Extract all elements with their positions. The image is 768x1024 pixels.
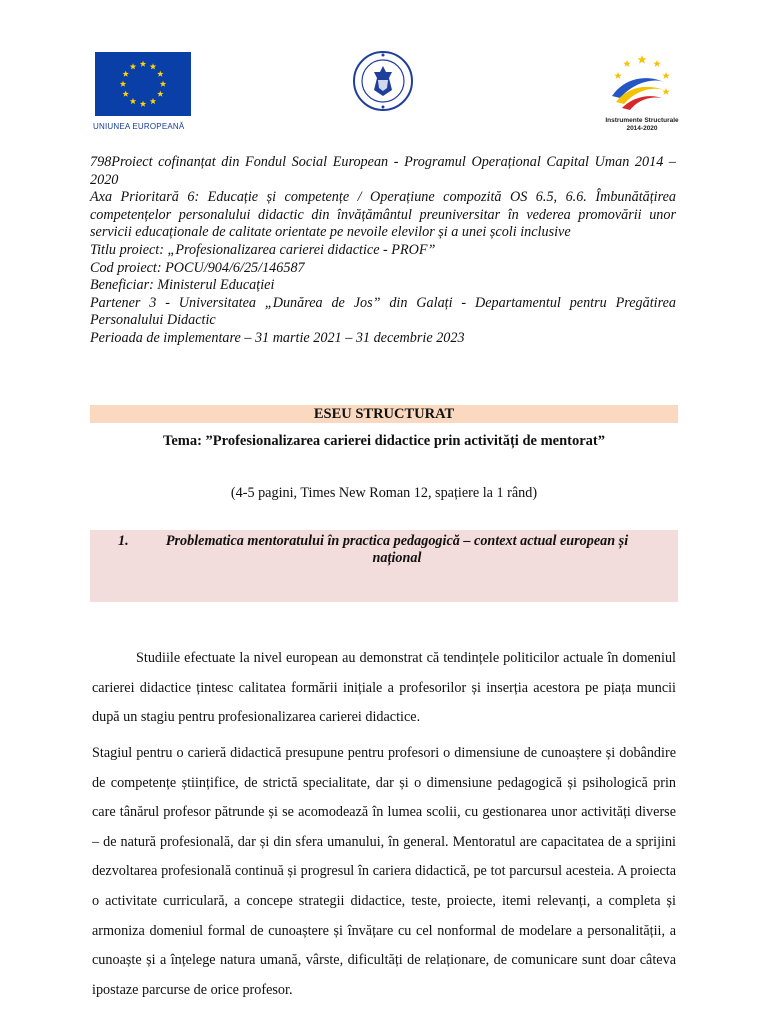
eu-star-icon bbox=[130, 98, 136, 104]
body-paragraph: Studiile efectuate la nivel european au demonstrat că tendințele politicilor actuale în domeniul carierei didactice țintesc calitatea formării inițiale a profesorilor și inserția acestora pe piața muncii după un stagiu pentru profesionalizarea carierei didactice. bbox=[92, 650, 676, 725]
section-heading-box bbox=[90, 530, 678, 602]
project-line-title: Titlu proiect: „Profesionalizarea carierei didactice - PROF” bbox=[90, 241, 436, 258]
romanian-government-seal-icon bbox=[352, 50, 414, 112]
body-paragraph: Stagiul pentru o carieră didactică presupune pentru profesori o dimensiune de cunoaștere și dobândire de competențe științifice, de strictă specialitate, dar și o dimensiune pedagogică și psihologică prin care tânărul profesor pătrunde și se acomodează în lumea scolii, cu gestionarea unor activități diverse – de natură profesională, dar și din sfera umanului, în general. Mentoratul are capacitatea de a sprijini dezvoltarea profesională continuă și progresul în cariera didactică, pe tot parcursul acesteia. A proiecta o activitate curriculară, a concepe strategii didactice, teste, proiecte, itemi relevanți, a completa și armoniza domeniul formal de cunoaștere și învățare cu cel nonformal de modelare a personalității, a cunoaște și a înțelege natura umană, vârste, dificultăți de relaționare, de comunicare sunt doar câteva ipostaze parcurse de orice profesor. bbox=[92, 745, 676, 998]
project-line-code: Cod proiect: POCU/904/6/25/146587 bbox=[90, 259, 305, 276]
eu-label: UNIUNEA EUROPEANĂ bbox=[93, 122, 185, 131]
eu-logo bbox=[93, 52, 199, 136]
eu-star-icon bbox=[140, 61, 146, 67]
instrumente-structurale-label bbox=[594, 117, 690, 133]
eu-star-icon bbox=[150, 63, 156, 69]
instrumente-structurale-logo bbox=[594, 52, 690, 138]
project-line-axis: Axa Prioritară 6: Educație și competențe / Operațiune compozită OS 6.5, 6.6. Îmbunătățirea competențelor personalului didactic din învățământul preuniversitar în vederea promovării unor servicii educaționale de calitate orientate pe nevoile elevilor și a unei școli inclusive bbox=[90, 189, 676, 241]
instrumente-label-line1: Instrumente Structurale bbox=[605, 117, 679, 124]
eu-flag-icon bbox=[95, 52, 191, 116]
project-line-funding: 798Proiect cofinanțat din Fondul Social European - Programul Operațional Capital Uman 2014 – 2020 bbox=[90, 154, 676, 188]
format-note: (4-5 pagini, Times New Roman 12, spațiere la 1 rând) bbox=[230, 485, 538, 501]
eu-star-icon bbox=[130, 63, 136, 69]
project-info bbox=[90, 154, 676, 348]
section-number: 1. bbox=[118, 533, 129, 549]
eu-star-icon bbox=[157, 71, 163, 77]
project-line-period: Perioada de implementare – 31 martie 2021 – 31 decembrie 2023 bbox=[90, 329, 465, 346]
eu-star-icon bbox=[122, 71, 128, 77]
eu-star-icon bbox=[140, 101, 146, 107]
eu-star-icon bbox=[120, 81, 126, 87]
eu-star-icon bbox=[122, 91, 128, 97]
instrumente-label-line2: 2014-2020 bbox=[626, 125, 658, 132]
document-theme: Tema: ”Profesionalizarea carierei didactice prin activități de mentorat” bbox=[162, 433, 605, 449]
project-line-beneficiary: Beneficiar: Ministerul Educației bbox=[90, 277, 275, 294]
eu-star-icon bbox=[150, 98, 156, 104]
instrumente-structurale-icon bbox=[594, 52, 690, 116]
document-title: ESEU STRUCTURAT bbox=[90, 405, 678, 423]
eu-star-icon bbox=[160, 81, 166, 87]
section-title: Problematica mentoratului în practica pedagogică – context actual european și național bbox=[165, 533, 629, 566]
eu-star-icon bbox=[157, 91, 163, 97]
project-line-partner: Partener 3 - Universitatea „Dunărea de Jos” din Galați - Departamentul pentru Pregătirea Personalului Didactic bbox=[90, 294, 676, 329]
